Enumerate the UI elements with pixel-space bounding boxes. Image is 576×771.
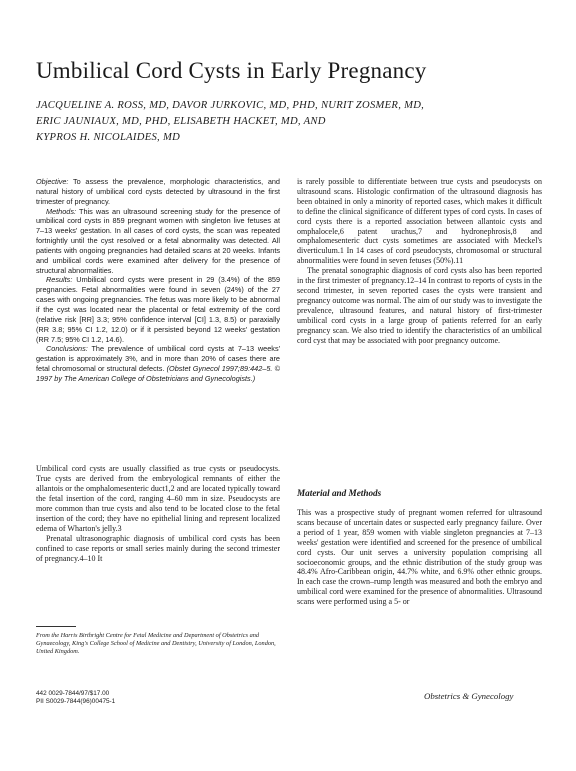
abstract-text: This was an ultrasound screening study for the presence of umbilical cord cysts in 859 pregnant women with singleton live fetuses at 7–13 weeks' gestation. In all cases of cord cysts, the scan was repeated fortnightly until the cyst resolved or a fetal abnormality was detected. All patients with ongoing pregnancies had detailed scans at 20 weeks. Infants and umbilical cords were examined after delivery for the presence of structural abnormalities. [36, 206, 280, 275]
abstract-objective [36, 177, 280, 207]
author-list [36, 98, 546, 146]
journal-name: Obstetrics & Gynecology [424, 691, 514, 701]
affiliation-footnote: From the Harris Birthright Centre for Fetal Medicine and Department of Obstetrics and Gynaecology, King's College School of Medicine and Dentistry, University of London, London, United Kingdom. [36, 632, 276, 655]
abstract-label: Objective: [36, 177, 69, 186]
abstract-text: Umbilical cord cysts were present in 29 (3.4%) of the 859 pregnancies. Fetal abnormalities were found in seven (24%) of the 27 cases with ongoing pregnancies. The fetus was more likely to be abnormal if the cyst was located near the placental or fetal extremity of the cord (relative risk [RR] 3.3; 95% confidence interval [CI] 1.3, 8.5) or paraxially (RR 3.8; 95% CI 1.2, 12.0) or if it persisted beyond 12 weeks' gestation (RR 7.5; 95% CI 1.2, 14.6). [36, 275, 280, 344]
abstract-citation: (Obstet Gynecol 1997;89:442–5. © 1997 by The American College of Obstetricians and Gynecologists.) [36, 364, 280, 383]
abstract-conclusions [36, 344, 280, 383]
article-title: Umbilical Cord Cysts in Early Pregnancy [36, 58, 427, 83]
methods-section [297, 508, 542, 607]
section-heading: Material and Methods [297, 488, 382, 498]
body-paragraph: This was a prospective study of pregnant women referred for ultrasound scans because of uncertain dates or suspected early pregnancy failure. Over a period of 1 year, 859 women with viable singleton pregnancies at 7–13 weeks' gestation were identified and screened for the presence of umbilical cord cysts. Our unit serves a university population comprising all socioeconomic groups, and the ethnic distribution of the study group was 48.4% Afro-Caribbean origin, 44.7% white, and 6.9% other ethnic groups. In each case the crown–rump length was measured and both the embryo and umbilical cord were examined for the presence of abnormalities. Ultrasound scans were performed using a 5- or [297, 508, 542, 607]
abstract [36, 177, 280, 384]
abstract-results [36, 275, 280, 344]
footnote-rule [36, 626, 76, 627]
folio-line: PII S0029-7844(96)00475-1 [36, 698, 116, 706]
abstract-label: Methods: [46, 206, 77, 216]
author-line: JACQUELINE A. ROSS, MD, DAVOR JURKOVIC, MD, PHD, NURIT ZOSMER, MD, [36, 100, 425, 111]
page-folio [36, 690, 115, 706]
introduction-left [36, 464, 280, 564]
author-line: ERIC JAUNIAUX, MD, PHD, ELISABETH HACKET, MD, AND [36, 116, 326, 127]
body-paragraph: Prenatal ultrasonographic diagnosis of umbilical cord cysts has been confined to case reports or small series mainly during the second trimester of pregnancy.4–10 It [36, 533, 280, 563]
abstract-text: The prevalence of umbilical cord cysts at 7–13 weeks' gestation is approximately 3%, and in more than 20% of cases there are fetal chromosomal or structural defects. [36, 344, 280, 374]
body-paragraph: Umbilical cord cysts are usually classified as true cysts or pseudocysts. True cysts are derived from the embryological remnants of either the allantois or the omphalomesenteric duct1,2 and are located typically toward the fetal insertion of the cord, ranging 4–60 mm in size. Pseudocysts are more common than true cysts and also tend to be located close to the fetal insertion of the cord; they have no epithelial lining and represent localized edema of Wharton's jelly.3 [36, 464, 280, 533]
author-line: KYPROS H. NICOLAIDES, MD [36, 132, 181, 143]
abstract-text: To assess the prevalence, morphologic characteristics, and natural history of umbilical cord cysts detected by ultrasound in the first trimester of pregnancy. [36, 177, 280, 206]
abstract-label: Conclusions: [46, 344, 88, 354]
folio-line: 442 0029-7844/97/$17.00 [36, 690, 110, 697]
introduction-right [297, 177, 542, 345]
abstract-label: Results: [46, 275, 73, 285]
abstract-methods [36, 207, 280, 276]
body-paragraph: is rarely possible to differentiate between true cysts and pseudocysts on ultrasound scans. Histologic confirmation of the ultrasound diagnosis has been obtained in only a minority of reported cases, which makes it difficult to define the clinical significance of different types of cord cysts. In cases of cord cysts there is a reported association between allantoic cysts and omphalocele,6 patent urachus,7 and hydronephrosis,8 and omphalomesenteric duct cysts sometimes are associated with Meckel's diverticulum.1 In 14 cases of cord pseudocysts, chromosomal or structural abnormalities were found in seven fetuses (50%).11 [297, 177, 542, 266]
body-paragraph: The prenatal sonographic diagnosis of cord cysts also has been reported in the first trimester of pregnancy.12–14 In contrast to reports of cysts in the second trimester, in seven reported cases the cysts were transient and pregnancy outcome was normal. The aim of our study was to investigate the prevalence, ultrasound features, and natural history of first-trimester umbilical cord cysts in a large group of patients referred for an early pregnancy scan. We also tried to identify the characteristics of an umbilical cord cyst that may be associated with poor pregnancy outcome. [297, 266, 542, 345]
